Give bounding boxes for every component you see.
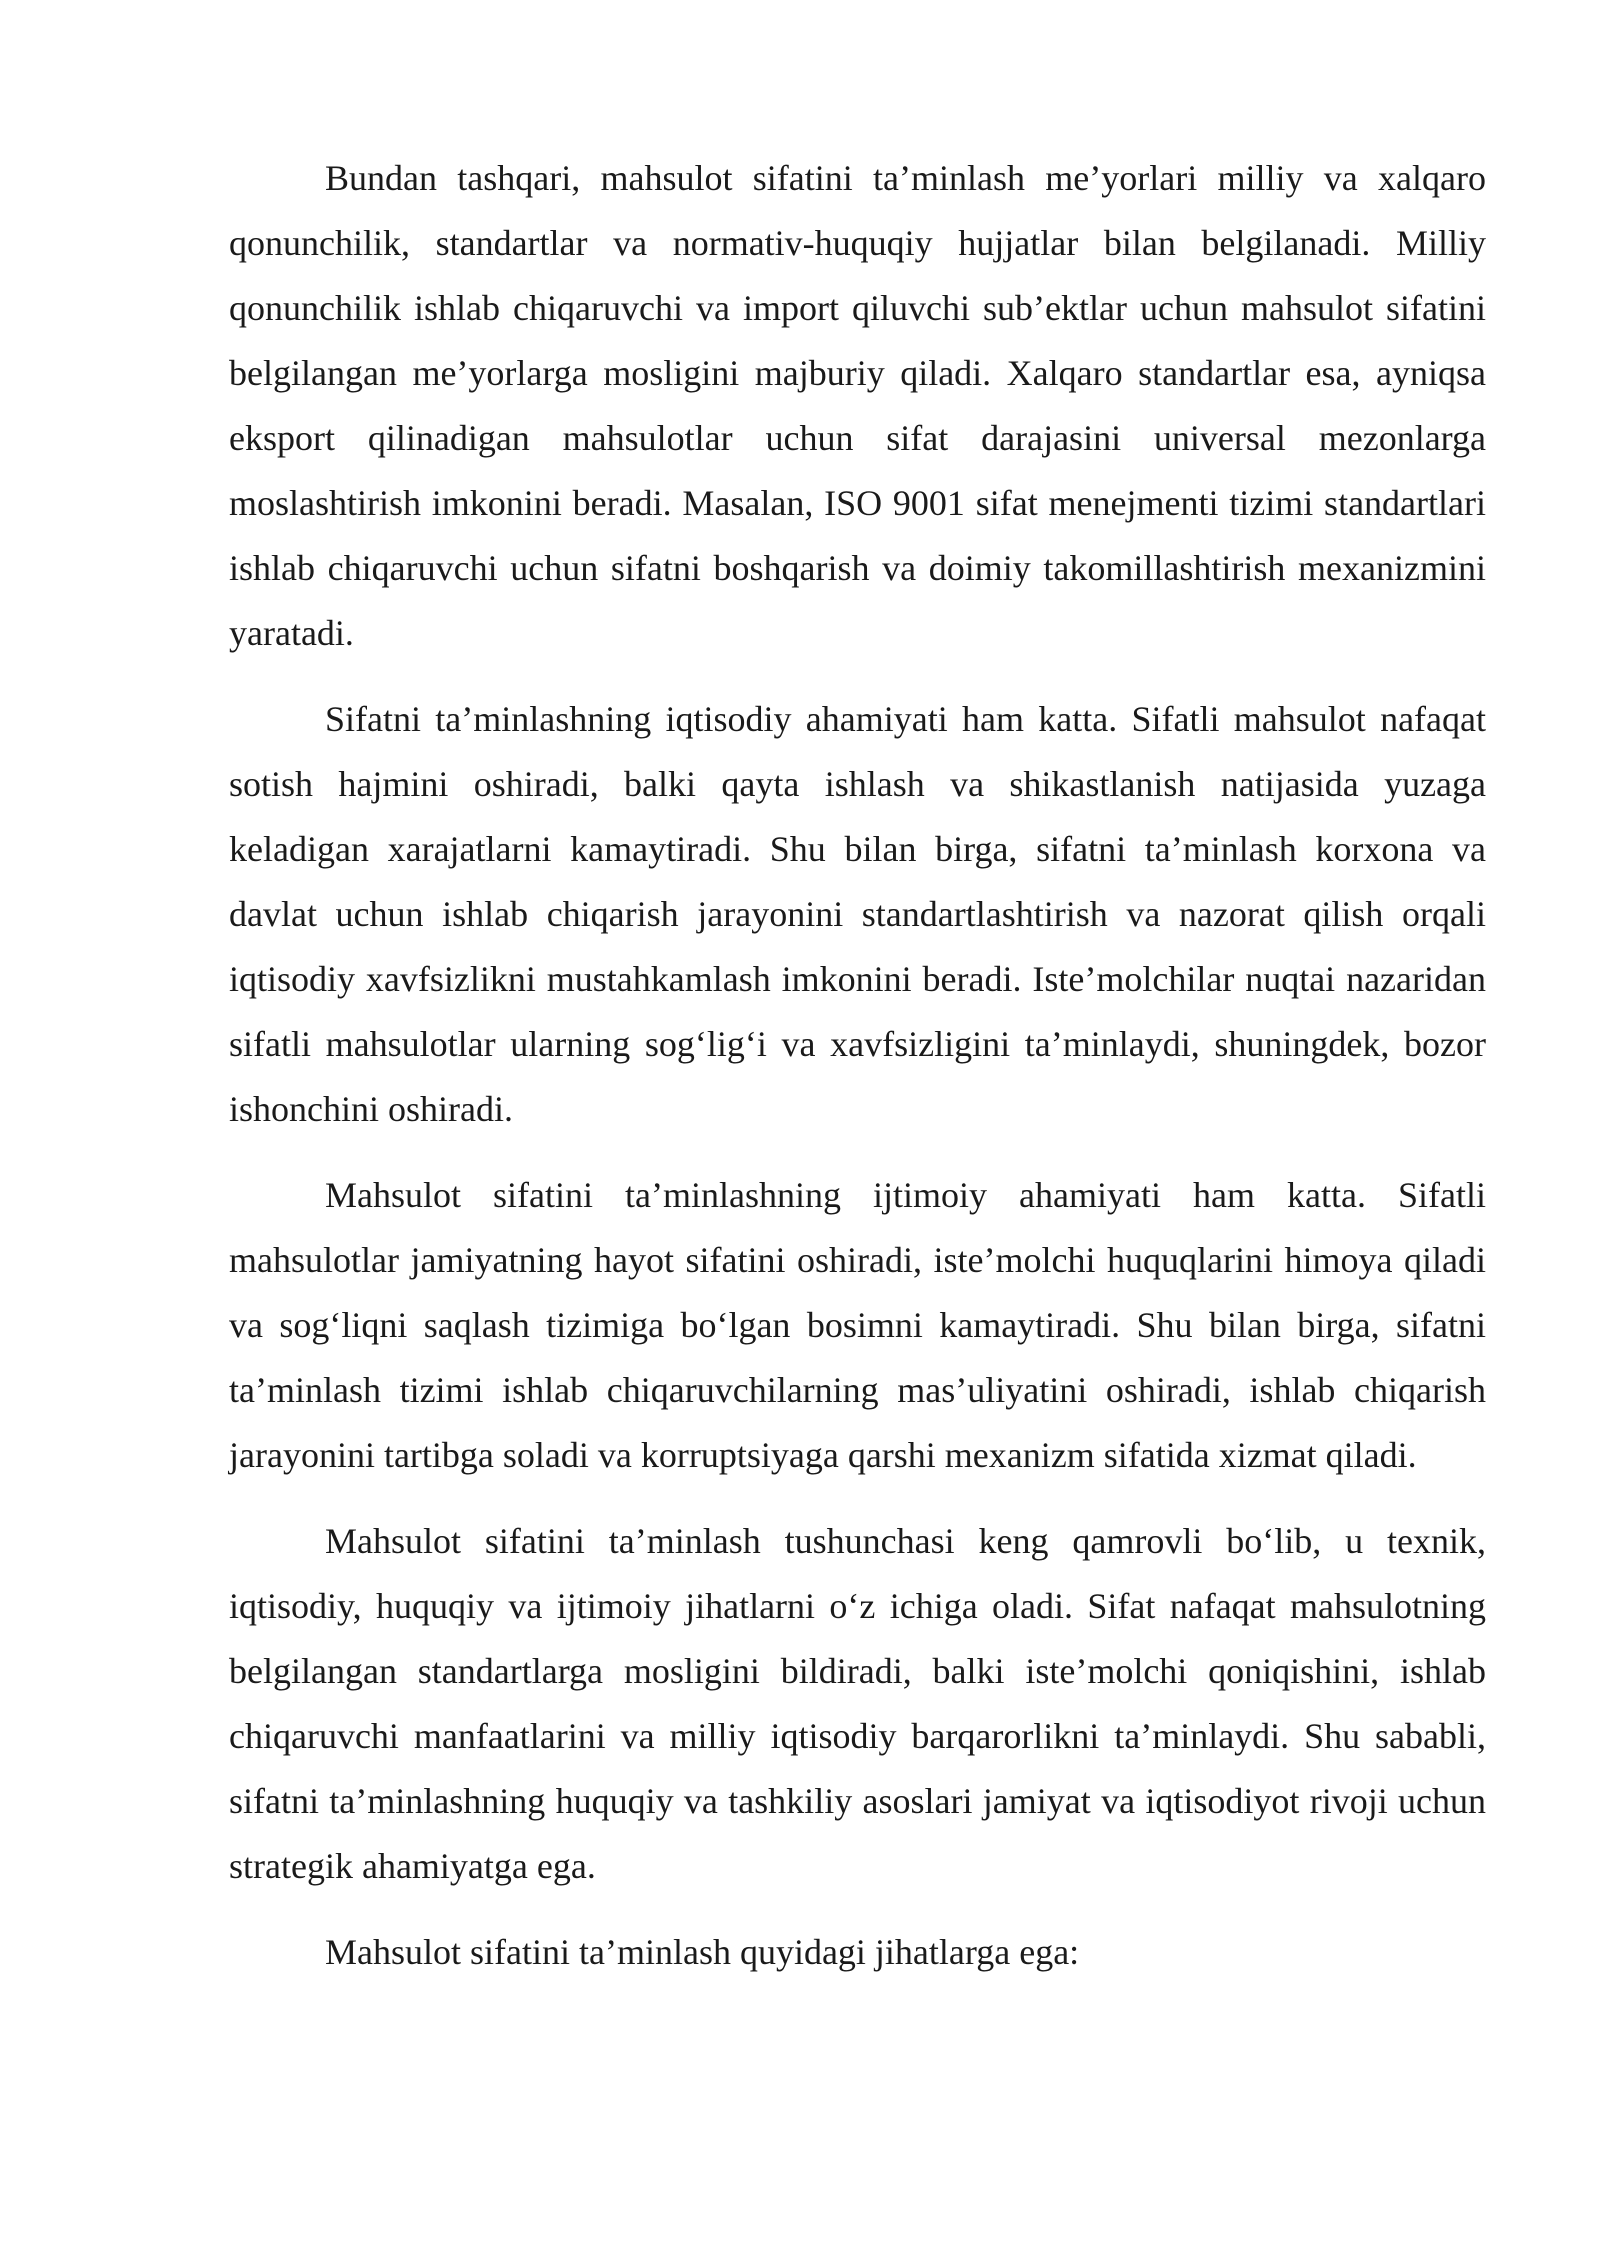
paragraph-aspects-intro: Mahsulot sifatini ta’minlash quyidagi jihatlarga ega:: [325, 1932, 1080, 1972]
paragraph-legal-standards: Bundan tashqari, mahsulot sifatini ta’minlash me’yorlari milliy va xalqaro qonunchilik, standartlar va normativ-huquqiy hujjatlar bilan belgilanadi. Milliy qonunchilik ishlab chiqaruvchi va import qiluvchi sub’ektlar uchun mahsulot sifatini belgilangan me’yorlarga mosligini majburiy qiladi. Xalqaro standartlar esa, ayniqsa eksport qilinadigan mahsulotlar uchun sifat darajasini universal mezonlarga moslashtirish imkonini beradi. Masalan, ISO 9001 sifat menejmenti tizimi standartlari ishlab chiqaruvchi uchun sifatni boshqarish va doimiy takomillashtirish mexanizmini yaratadi.: [229, 158, 1486, 653]
paragraph-concept-summary: Mahsulot sifatini ta’minlash tushunchasi keng qamrovli bo‘lib, u texnik, iqtisodiy, huquqiy va ijtimoiy jihatlarni o‘z ichiga oladi. Sifat nafaqat mahsulotning belgilangan standartlarga mosligini bildiradi, balki iste’molchi qoniqishini, ishlab chiqaruvchi manfaatlarini va milliy iqtisodiy barqarorlikni ta’minlaydi. Shu sababli, sifatni ta’minlashning huquqiy va tashkiliy asoslari jamiyat va iqtisodiyot rivoji uchun strategik ahamiyatga ega.: [229, 1521, 1486, 1886]
paragraph-economic-importance: Sifatni ta’minlashning iqtisodiy ahamiyati ham katta. Sifatli mahsulot nafaqat sotish hajmini oshiradi, balki qayta ishlash va shikastlanish natijasida yuzaga keladigan xarajatlarni kamaytiradi. Shu bilan birga, sifatni ta’minlash korxona va davlat uchun ishlab chiqarish jarayonini standartlashtirish va nazorat qilish orqali iqtisodiy xavfsizlikni mustahkamlash imkonini beradi. Iste’molchilar nuqtai nazaridan sifatli mahsulotlar ularning sog‘lig‘i va xavfsizligini ta’minlaydi, shuningdek, bozor ishonchini oshiradi.: [229, 699, 1486, 1129]
document-body: [229, 146, 1486, 2006]
paragraph-social-importance: Mahsulot sifatini ta’minlashning ijtimoiy ahamiyati ham katta. Sifatli mahsulotlar jamiyatning hayot sifatini oshiradi, iste’molchi huquqlarini himoya qiladi va sog‘liqni saqlash tizimiga bo‘lgan bosimni kamaytiradi. Shu bilan birga, sifatni ta’minlash tizimi ishlab chiqaruvchilarning mas’uliyatini oshiradi, ishlab chiqarish jarayonini tartibga soladi va korruptsiyaga qarshi mexanizm sifatida xizmat qiladi.: [229, 1175, 1486, 1475]
